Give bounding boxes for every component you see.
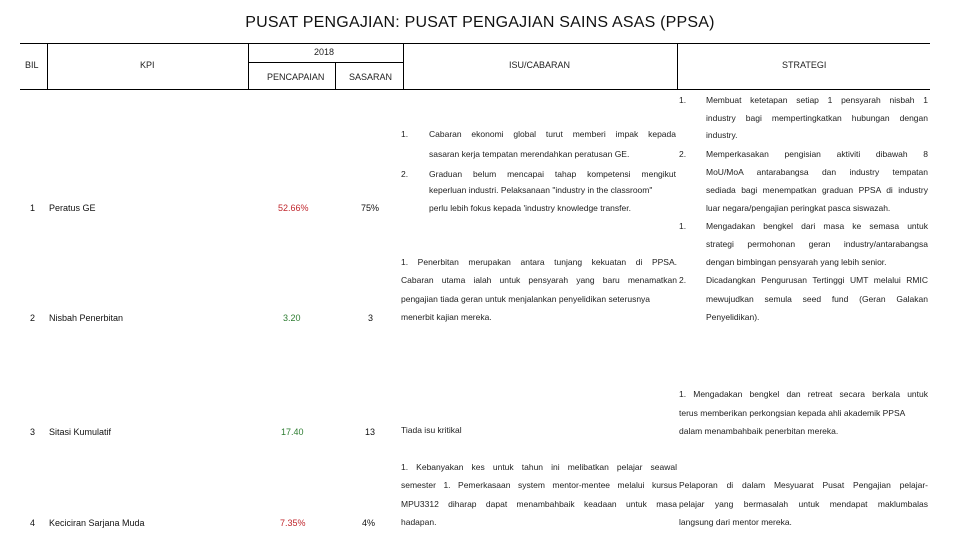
row-1-strategi-1-num: 1. — [679, 95, 687, 105]
row-4-isu-line-2: semester 1. Pemerkasaan system mentor-mentee melalui kursus — [401, 480, 677, 490]
header-bil: BIL — [25, 60, 39, 70]
row-1-bil: 1 — [30, 203, 36, 213]
page-title: PUSAT PENGAJIAN: PUSAT PENGAJIAN SAINS ASAS (PPSA) — [245, 14, 715, 31]
row-1-isu-1-num: 1. — [401, 129, 409, 139]
header-year: 2018 — [314, 47, 335, 57]
row-3-isu-line-1: Tiada isu kritikal — [401, 425, 462, 435]
header-sub-divider — [248, 62, 403, 63]
row-1-isu-2-num: 2. — [401, 169, 409, 179]
header-sasaran: SASARAN — [349, 72, 393, 82]
row-2-bil: 2 — [30, 313, 36, 323]
row-4-pencapaian: 7.35% — [280, 518, 306, 528]
row-2-pencapaian: 3.20 — [283, 313, 301, 323]
row-3-strategi-line-1: 1. Mengadakan bengkel dan retreat secara berkala untuk — [679, 389, 928, 399]
row-2-strategi-1-num: 1. — [679, 221, 687, 231]
row-2-isu-line-4: menerbit kajian mereka. — [401, 312, 492, 322]
row-3-sasaran: 13 — [365, 427, 376, 437]
header-pencapaian: PENCAPAIAN — [267, 72, 325, 82]
row-4-strategi-line-3: langsung dari mentor mereka. — [679, 517, 792, 527]
row-1-strategi-2-num: 2. — [679, 149, 687, 159]
row-3-strategi-line-3: dalam menambahbaik penerbitan mereka. — [679, 426, 839, 436]
header-kpi: KPI — [140, 60, 155, 70]
row-4-sasaran: 4% — [362, 518, 376, 528]
row-1-strategi-2-line-1: Memperkasakan pengisian aktiviti dibawah 8 — [706, 149, 928, 159]
row-3-bil: 3 — [30, 427, 36, 437]
row-2-isu-line-1: 1. Penerbitan merupakan antara tunjang kekuatan di PPSA. — [401, 257, 677, 267]
row-2-isu-line-3: pengajian tiada geran untuk menjalankan penyelidikan seterusnya — [401, 294, 651, 304]
row-2-strategi-1-line-1: Mengadakan bengkel dari masa ke semasa untuk — [706, 221, 928, 231]
row-1-isu-2-line-1: Graduan belum mencapai tahap kompetensi mengikut — [429, 169, 676, 179]
header-isu: ISU/CABARAN — [509, 60, 571, 70]
column-divider-pencapaian — [335, 62, 336, 89]
row-1-strategi-2-line-4: luar negara/pengajian peringkat pasca siswazah. — [706, 203, 891, 213]
row-2-strategi-2-line-2: mewujudkan semula seed fund (Geran Galakan — [706, 294, 928, 304]
table-top-border — [20, 43, 930, 44]
row-1-strategi-2-line-3: sediada bagi menempatkan graduan PPSA di industry — [706, 185, 928, 195]
row-2-strategi-1-line-2: strategi permohonan geran industry/antarabangsa — [706, 239, 928, 249]
column-divider-isu — [677, 43, 678, 89]
row-3-strategi-line-2: terus memberikan perkongsian kepada ahli akademik PPSA — [679, 408, 906, 418]
row-1-strategi-1-line-2: industry bagi mempertingkatkan hubungan dengan — [706, 113, 928, 123]
header-strategi: STRATEGI — [782, 60, 827, 70]
row-1-strategi-1-line-1: Membuat ketetapan setiap 1 pensyarah nisbah 1 — [706, 95, 928, 105]
row-1-strategi-2-line-2: MoU/MoA antarabangsa dan industry tempatan — [706, 167, 928, 177]
row-1-sasaran: 75% — [361, 203, 380, 213]
row-1-isu-1-line-1: Cabaran ekonomi global turut memberi impak kepada — [429, 129, 676, 139]
row-4-strategi-line-2: pelajar yang bermasalah untuk mendapat maklumbalas — [679, 499, 928, 509]
row-2-sasaran: 3 — [368, 313, 374, 323]
row-1-strategi-1-line-3: industry. — [706, 130, 738, 140]
row-2-strategi-2-num: 2. — [679, 275, 687, 285]
row-1-isu-1-line-2: sasaran kerja tempatan merendahkan peratusan GE. — [429, 149, 630, 159]
row-1-kpi: Peratus GE — [49, 203, 96, 213]
row-3-kpi: Sitasi Kumulatif — [49, 427, 112, 437]
row-2-strategi-2-line-3: Penyelidikan). — [706, 312, 760, 322]
row-4-isu-line-1: 1. Kebanyakan kes untuk tahun ini melibatkan pelajar seawal — [401, 462, 677, 472]
row-3-pencapaian: 17.40 — [281, 427, 304, 437]
row-4-bil: 4 — [30, 518, 36, 528]
column-divider-bil — [47, 43, 48, 89]
row-2-kpi: Nisbah Penerbitan — [49, 313, 124, 323]
row-2-strategi-1-line-3: dengan bimbingan pensyarah yang lebih senior. — [706, 257, 887, 267]
row-2-isu-line-2: Cabaran utama ialah untuk pensyarah yang baru menamatkan — [401, 275, 677, 285]
row-1-pencapaian: 52.66% — [278, 203, 309, 213]
row-4-isu-line-4: hadapan. — [401, 517, 437, 527]
row-4-kpi: Keciciran Sarjana Muda — [49, 518, 145, 528]
row-1-isu-2-line-2: keperluan industri. Pelaksanaan "industry in the classroom" — [429, 185, 653, 195]
row-4-strategi-line-1: Pelaporan di dalam Mesyuarat Pusat Pengajian pelajar- — [679, 480, 928, 490]
column-divider-kpi — [248, 43, 249, 89]
column-divider-sasaran — [403, 43, 404, 89]
row-1-isu-2-line-3: perlu lebih fokus kepada 'industry knowledge transfer. — [429, 203, 631, 213]
row-2-strategi-2-line-1: Dicadangkan Pengurusan Tertinggi UMT melalui RMIC — [706, 275, 928, 285]
row-4-isu-line-3: MPU3312 diharap dapat menambahbaik keadaan untuk masa — [401, 499, 677, 509]
